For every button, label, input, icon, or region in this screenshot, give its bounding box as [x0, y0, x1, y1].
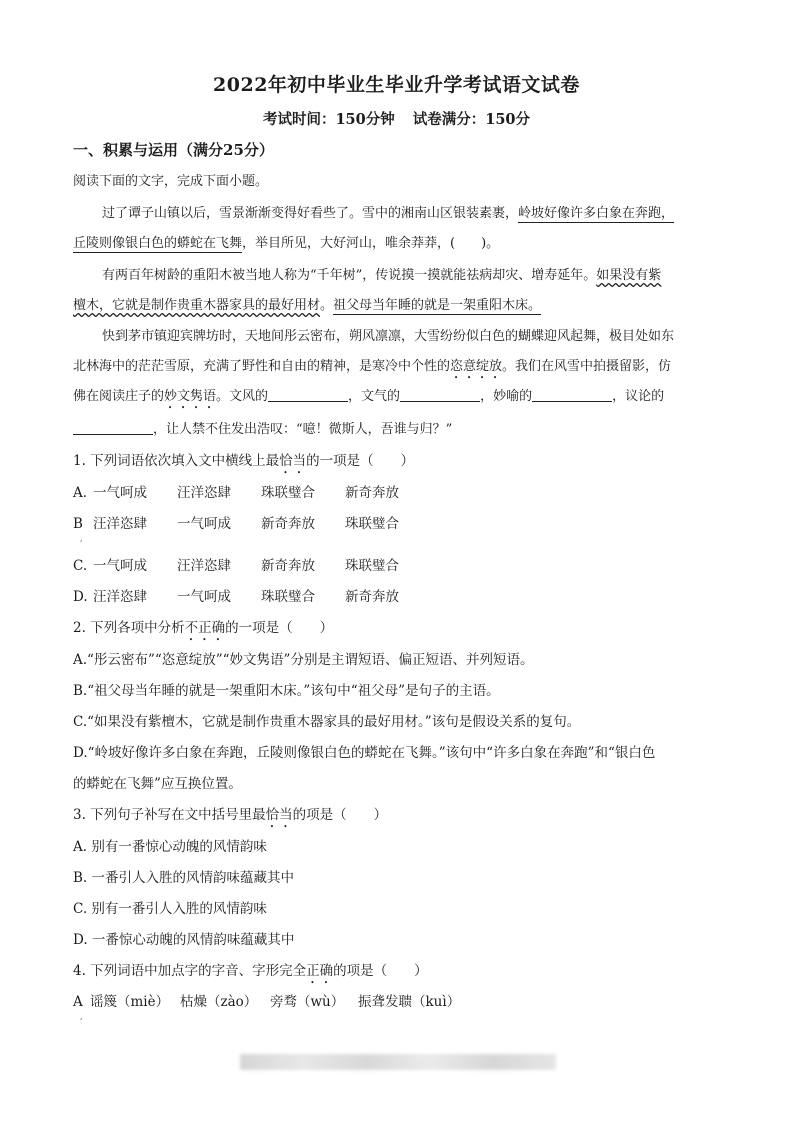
q3-option-a[interactable]: A. 别有一番惊心动魄的风情韵味 [73, 839, 267, 855]
passage-line-7: 佛在阅读庄子的妙文隽语。文风的 ，文气的 ，妙喻的 ，议论的 [73, 389, 665, 404]
q2-option-a[interactable]: A.“彤云密布”“恣意绽放”“妙文隽语”分别是主谓短语、偏正短语、并列短语。 [73, 652, 534, 668]
blank-4[interactable] [73, 420, 153, 435]
passage-line-6: 北林海中的茫茫雪原，充满了野性和自由的精神，是寒冷中个性的恣意绽放。我们在风雪中拍摄留影，仿 [73, 359, 672, 374]
blank-2[interactable] [400, 387, 480, 402]
passage-line-2: 丘陵则像银白色的蟒蛇在飞舞，举目所见，大好河山，唯余莽莽，( )。 [73, 236, 500, 251]
underlined-phrase: 祖父母当年睡的就是一架重阳木床。 [333, 298, 542, 313]
q3-option-b[interactable]: B. 一番引人入胜的风情韵味蕴藏其中 [73, 870, 295, 886]
blank-1[interactable] [268, 387, 348, 402]
q2-option-b[interactable]: B.“祖父母当年睡的就是一架重阳木床。”该句中“祖父母”是句子的主语。 [73, 683, 500, 699]
exam-score: 试卷满分：150分 [412, 111, 531, 128]
q3-option-d[interactable]: D. 一番惊心动魄的风情韵味蕴藏其中 [73, 932, 295, 948]
passage-line-1: 过了谭子山镇以后，雪景渐渐变得好看些了。雪中的湘南山区银装素裹，岭坡好像许多白象在奔跑， [102, 206, 675, 221]
dotted-phrase: 恣意绽放 [450, 359, 503, 374]
section-heading: 一、积累与运用（满分25分） [73, 141, 274, 159]
passage-line-8: ，让人禁不住发出浩叹：“噫！微斯人，吾谁与归？” [73, 420, 452, 440]
q2-option-c[interactable]: C.“如果没有紫檀木，它就是制作贵重木器家具的最好用材。”该句是假设关系的复句。 [73, 714, 581, 730]
passage-line-4: 檀木，它就是制作贵重木器家具的最好用材。祖父母当年睡的就是一架重阳木床。 [73, 298, 542, 313]
section-intro: 阅读下面的文字，完成下面小题。 [73, 174, 269, 189]
underlined-phrase: 丘陵则像银白色的蟒蛇在飞舞 [73, 236, 243, 251]
question-4-stem: 4. 下列词语中加点字的字音、字形完全正确的项是（ ） [73, 963, 428, 979]
exam-info [0, 108, 793, 129]
wavy-underlined-phrase: 如果没有紫 [596, 268, 662, 283]
page-title: 2022年初中毕业生毕业升学考试语文试卷 [213, 74, 580, 96]
exam-page: 2022年初中毕业生毕业升学考试语文试卷 考试时间：150分钟 试卷满分：150分 一、积累与运用（满分25分） 阅读下面的文字，完成下面小题。 过了谭子山镇以后，雪景渐渐变得好看些了。雪中的湘南山区银装素裹，岭坡好像许多白象在奔跑， 丘陵则像银白色的蟒蛇在飞舞，举目所见，大好河山，唯余莽莽，( )。 有两百年树龄的重阳木被当地人称为“千年树”，传说摸一摸就能祛病却灾、增寿延年。如果没有紫 檀木，它就是制作贵重木器家具的最好用材。祖父母当年睡的就是一架重阳木床。 快到茅市镇迎宾牌坊时，天地间彤云密布，朔风凛凛，大雪纷纷似白色的蝴蝶迎风起舞，极目处如东 北林海中的茫茫雪原，充满了野性和自由的精神，是寒冷中个性的恣意绽放。我们在风雪中拍摄留影，仿 佛在阅读庄子的妙文隽语。文风的 ，文气的 ，妙喻的 ，议论的 ，让人禁不住发出浩叹：“噫！微斯人，吾谁与归？” 1. 下列词语依次填入文中横线上最恰当的一项是（ ） A. 一气呵成 汪洋恣肆 珠联璧合 新奇奔放 B 汪洋恣肆 一气呵成 新奇奔放 珠联璧合 , C. 一气呵成 汪洋恣肆 新奇奔放 珠联璧合 D. 汪洋恣肆 一气呵成 珠联璧合 新奇奔放 2. 下列各项中分析不正确的一项是（ ） A.“彤云密布”“恣意绽放”“妙文隽语”分别是主谓短语、偏正短语、并列短语。 B.“祖父母当年睡的就是一架重阳木床。”该句中“祖父母”是句子的主语。 C.“如果没有紫檀木，它就是制作贵重木器家具的最好用材。”该句是假设关系的复句。 D.“岭坡好像许多白象在奔跑，丘陵则像银白色的蟒蛇在飞舞。”该句中“许多白象在奔跑”和“银白色 的蟒蛇在飞舞”应互换位置。 3. 下列句子补写在文中括号里最恰当的项是（ ） A. 别有一番惊心动魄的风情韵味 B. 一番引人入胜的风情韵味蕴藏其中 C. 别有一番引人入胜的风情韵味 D. 一番惊心动魄的风情韵味蕴藏其中 4. 下列词语中加点字的字音、字形完全正确的项是（ ） A 谣篾（miè） 枯燥（zào） 旁骛（wù） 振聋发聩（kuì） , [0, 0, 793, 1122]
underlined-phrase: 岭坡好像许多白象在奔跑， [518, 206, 675, 221]
question-1-stem: 1. 下列词语依次填入文中横线上最恰当的一项是（ ） [73, 453, 415, 469]
q3-option-c[interactable]: C. 别有一番引人入胜的风情韵味 [73, 901, 267, 917]
passage-line-5: 快到茅市镇迎宾牌坊时，天地间彤云密布，朔风凛凛，大雪纷纷似白色的蝴蝶迎风起舞，极目处如东 [102, 329, 675, 344]
blurred-footer-watermark [240, 1054, 556, 1070]
question-3-stem: 3. 下列句子补写在文中括号里最恰当的项是（ ） [73, 807, 388, 823]
exam-time: 考试时间：150分钟 [262, 111, 395, 128]
wavy-underlined-phrase: 檀木，它就是制作贵重木器家具的最好用材 [73, 298, 321, 313]
passage-line-3: 有两百年树龄的重阳木被当地人称为“千年树”，传说摸一摸就能祛病却灾、增寿延年。如果没有紫 [102, 268, 662, 283]
dotted-phrase: 妙文隽语 [164, 389, 217, 404]
question-2-stem: 2. 下列各项中分析不正确的一项是（ ） [73, 620, 334, 636]
scan-mark: , [80, 1012, 83, 1021]
scan-mark: , [80, 534, 83, 543]
blank-3[interactable] [532, 387, 612, 402]
